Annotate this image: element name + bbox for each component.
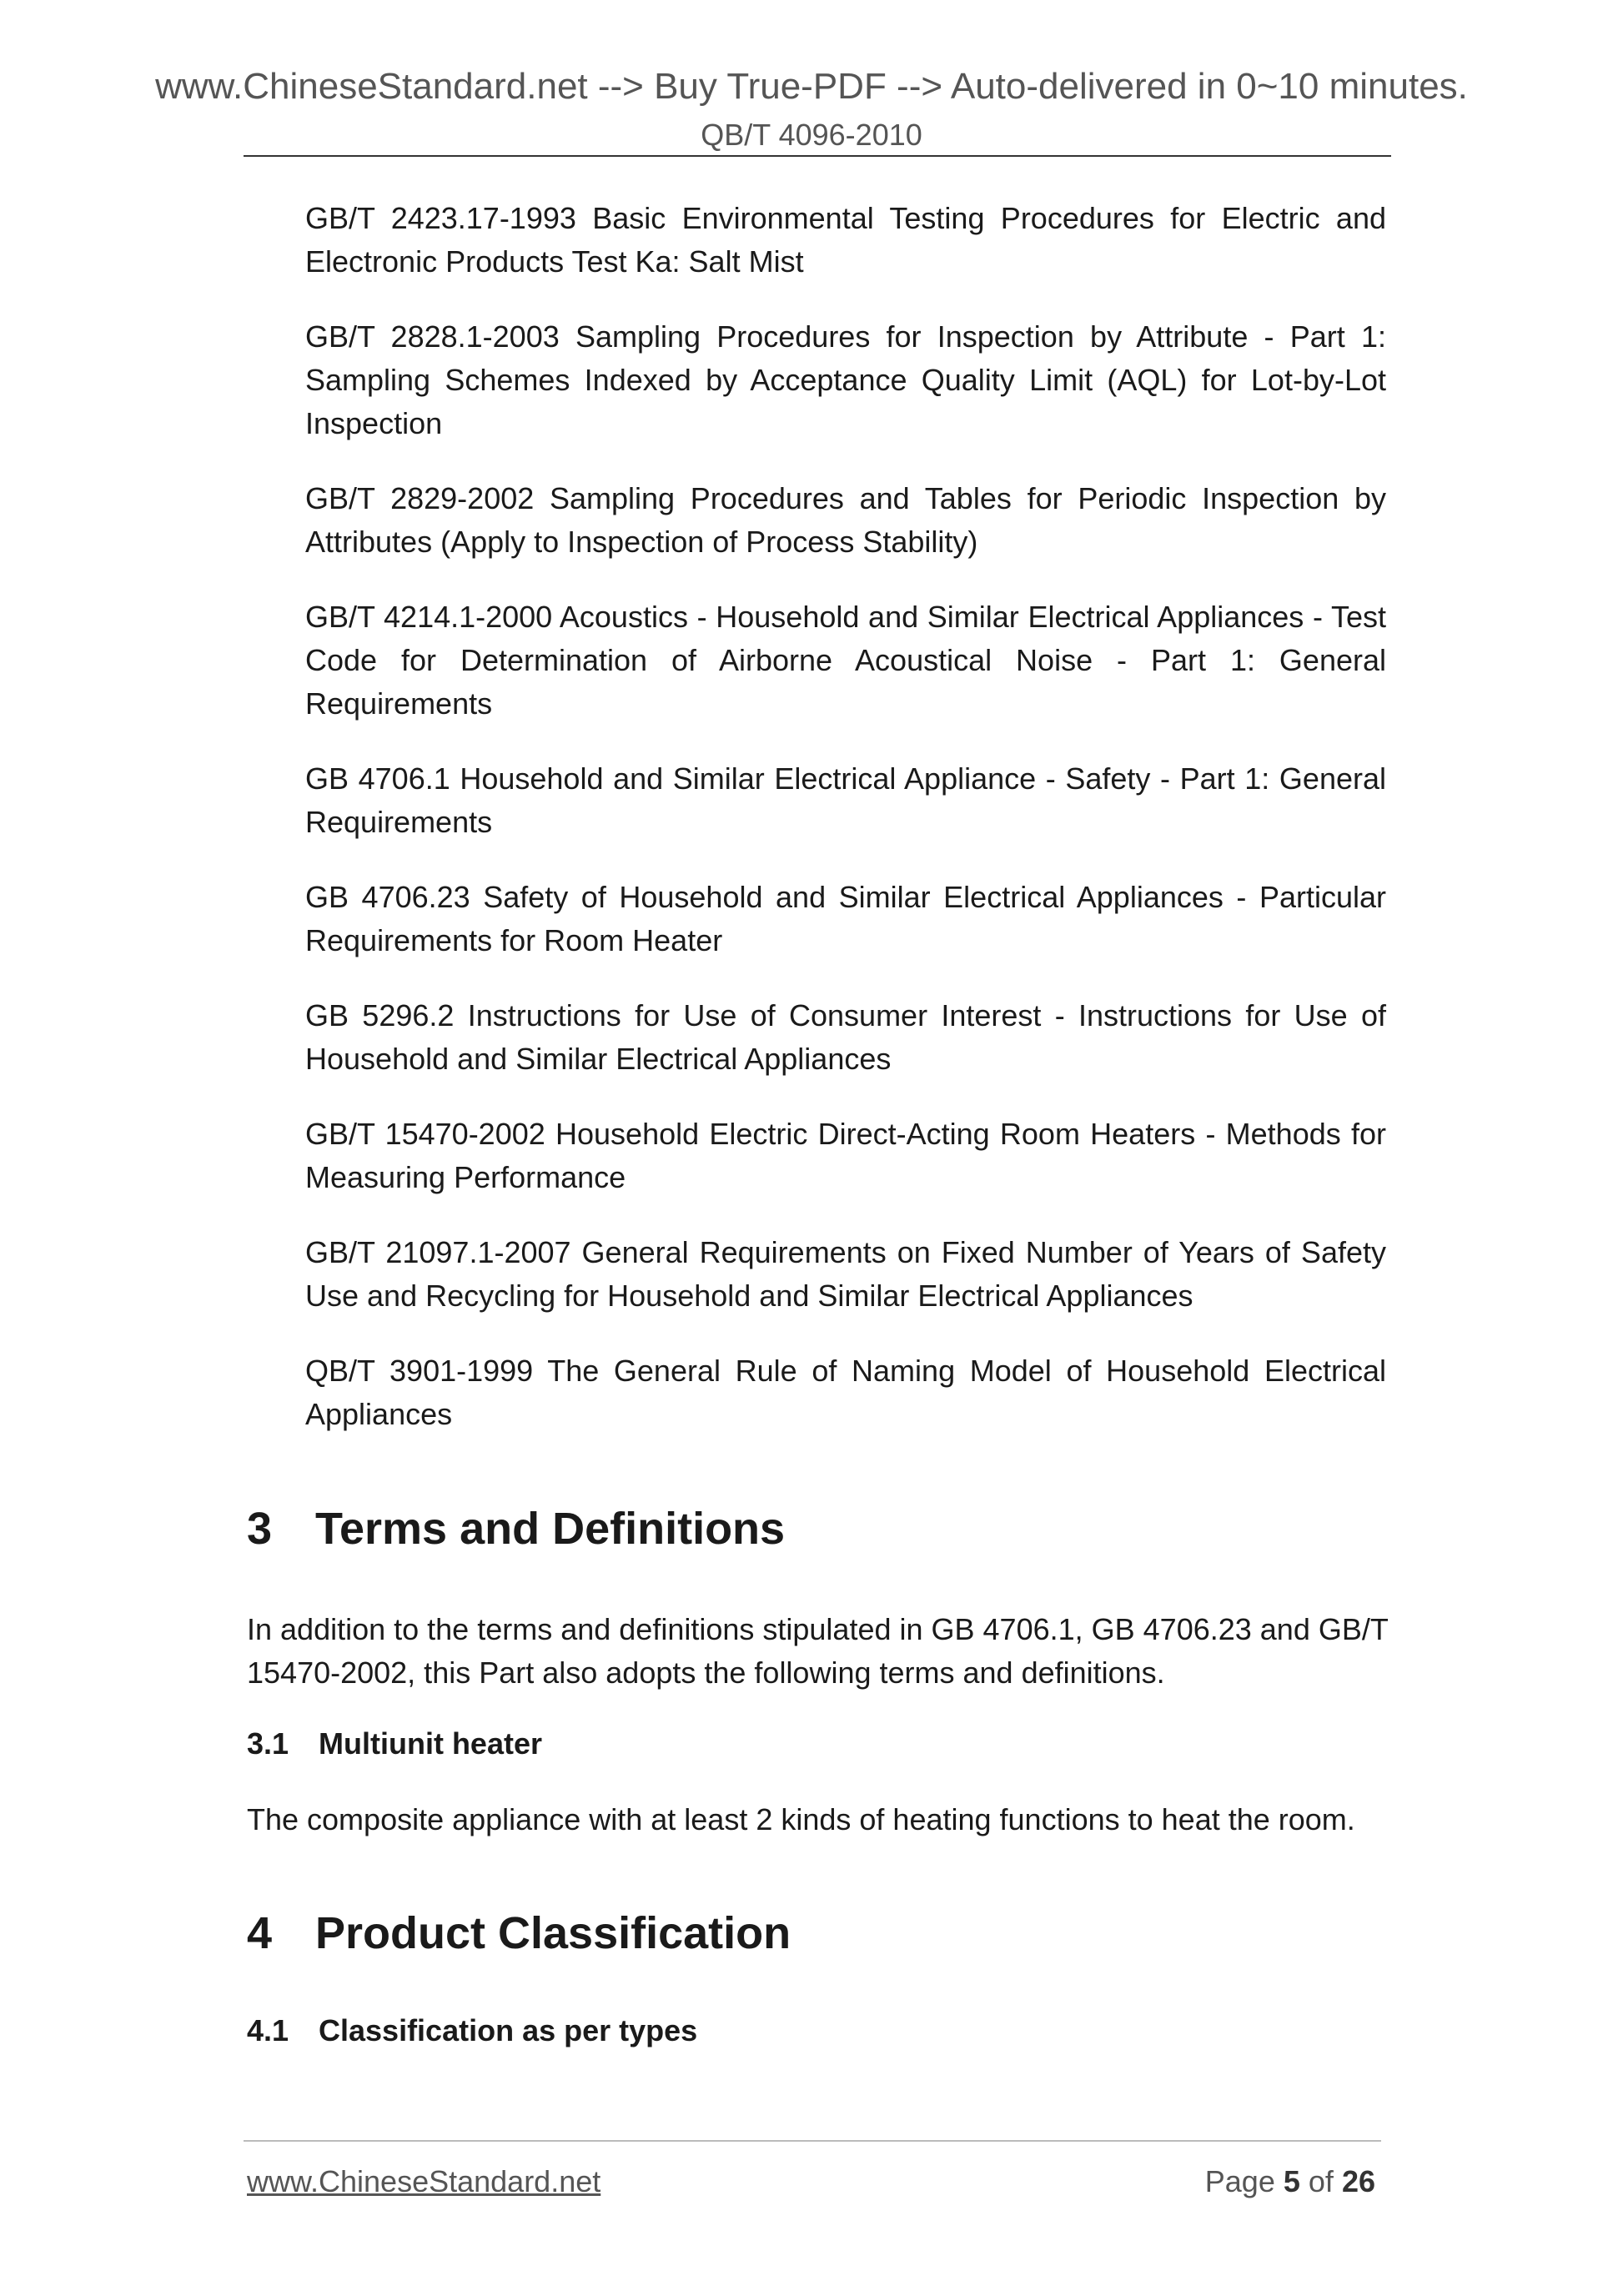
subsection-3-1-heading	[247, 1725, 542, 1763]
page-indicator	[1205, 2163, 1375, 2201]
reference-item: GB/T 2828.1-2003 Sampling Procedures for Inspection by Attribute - Part 1: Sampling Schemes Indexed by Acceptance Quality Limit (AQL) for Lot-by-Lot Inspection	[305, 319, 1386, 440]
section-3-title: Terms and Definitions	[315, 1504, 786, 1554]
section-3-number: 3	[247, 1504, 273, 1554]
subsection-4-1-title: Classification as per types	[319, 2013, 698, 2047]
normative-references-list	[305, 197, 1386, 1468]
subsection-3-1-text: The composite appliance with at least 2 kinds of heating functions to heat the room.	[247, 1802, 1355, 1836]
header-banner: www.ChineseStandard.net --> Buy True-PDF --> Auto-delivered in 0~10 minutes.	[155, 66, 1468, 107]
page-current: 5	[1283, 2164, 1300, 2198]
section-3-intro: In addition to the terms and definitions stipulated in GB 4706.1, GB 4706.23 and GB/T 15470-2002, this Part also adopts the following terms and definitions.	[247, 1612, 1389, 1690]
subsection-3-1-number: 3.1	[247, 1726, 289, 1761]
section-4-number: 4	[247, 1908, 273, 1958]
subsection-4-1-heading	[247, 2012, 697, 2050]
header-divider	[244, 155, 1391, 157]
footer-divider	[244, 2140, 1381, 2142]
section-3-heading	[247, 1501, 785, 1556]
standard-id: QB/T 4096-2010	[701, 118, 922, 152]
reference-item: GB/T 15470-2002 Household Electric Direct-Acting Room Heaters - Methods for Measuring Performance	[305, 1117, 1386, 1194]
reference-item: GB/T 4214.1-2000 Acoustics - Household and Similar Electrical Appliances - Test Code for Determination of Airborne Acoustical Noise - Part 1: General Requirements	[305, 600, 1386, 721]
section-4-title: Product Classification	[315, 1908, 791, 1958]
page-prefix: Page	[1204, 2164, 1275, 2198]
reference-item: GB 4706.1 Household and Similar Electrical Appliance - Safety - Part 1: General Requirements	[305, 761, 1386, 839]
reference-item: GB 4706.23 Safety of Household and Similar Electrical Appliances - Particular Requirements for Room Heater	[305, 880, 1386, 957]
reference-item: GB/T 2423.17-1993 Basic Environmental Testing Procedures for Electric and Electronic Products Test Ka: Salt Mist	[305, 201, 1386, 279]
subsection-4-1-number: 4.1	[247, 2013, 289, 2047]
page-of: of	[1308, 2164, 1334, 2198]
reference-item: QB/T 3901-1999 The General Rule of Naming Model of Household Electrical Appliances	[305, 1354, 1386, 1431]
section-4-heading	[247, 1906, 791, 1961]
page-total: 26	[1341, 2164, 1375, 2198]
subsection-3-1-title: Multiunit heater	[319, 1726, 542, 1761]
reference-item: GB 5296.2 Instructions for Use of Consumer Interest - Instructions for Use of Household and Similar Electrical Appliances	[305, 998, 1386, 1076]
reference-item: GB/T 21097.1-2007 General Requirements on Fixed Number of Years of Safety Use and Recycling for Household and Similar Electrical Appliances	[305, 1235, 1386, 1313]
reference-item: GB/T 2829-2002 Sampling Procedures and Tables for Periodic Inspection by Attributes (Apply to Inspection of Process Stability)	[305, 481, 1386, 559]
footer-site-link[interactable]: www.ChineseStandard.net	[247, 2164, 601, 2198]
